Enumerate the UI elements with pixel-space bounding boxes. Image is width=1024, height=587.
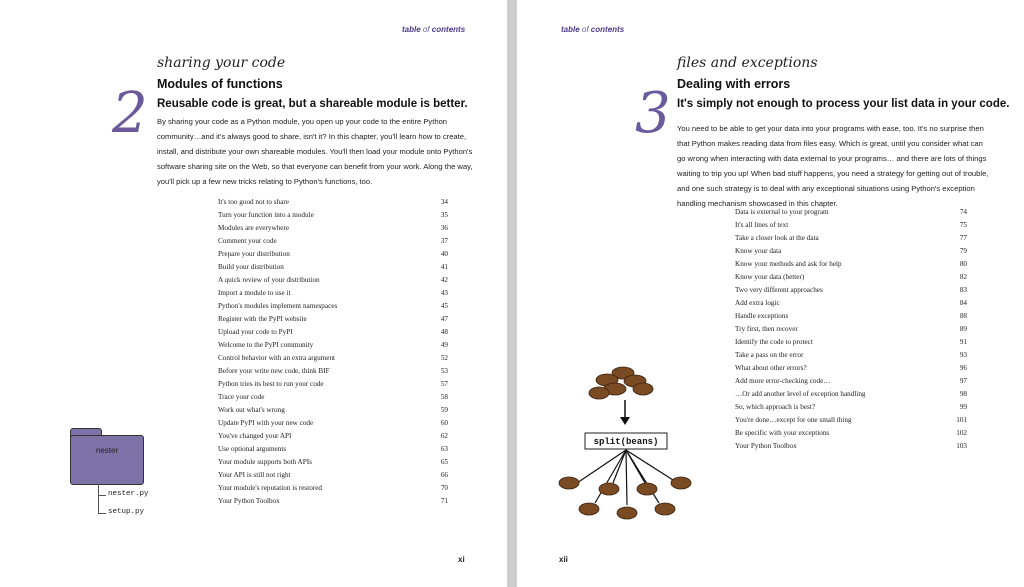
- toc-entry-title: Identify the code to protect: [735, 338, 813, 346]
- page-header: table of contents: [561, 25, 625, 34]
- toc-entry-title: Before your write new code, think BIF: [218, 367, 330, 375]
- file-item: setup.py: [108, 508, 145, 516]
- toc-entry-title: Take a closer look at the data: [735, 234, 819, 242]
- toc-entry[interactable]: [735, 297, 967, 310]
- toc-entry-page: 98: [959, 390, 967, 398]
- chapter-intro: You need to be able to get your data into your programs with ease, too. It's no surprise then that Python makes reading data from files easy. Which is great, until you consider what can go wrong when interacting with data external to your programs… and there are lots of things waiting to trip you up! When bad stuff happens, you need a strategy for getting out of trouble, and one such strategy is to deal with any exceptional situations using Python's exception handling mechanism showcased in this chapter.: [677, 124, 989, 208]
- toc-entry-page: 41: [440, 263, 448, 271]
- toc-entry-page: 83: [959, 286, 967, 294]
- toc-entry-title: It's all lines of text: [735, 221, 789, 229]
- toc-entry[interactable]: [735, 388, 967, 401]
- toc-entry-title: Prepare your distribution: [218, 250, 290, 258]
- page-gutter: [507, 0, 517, 587]
- toc-entry[interactable]: [218, 222, 448, 235]
- chapter-label: files and exceptions: [677, 55, 818, 71]
- toc-entry[interactable]: [218, 209, 448, 222]
- toc-entry[interactable]: [735, 284, 967, 297]
- toc-entry[interactable]: [218, 196, 448, 209]
- toc-entry-page: 89: [959, 325, 967, 333]
- tree-connector: [98, 484, 99, 514]
- toc-entry-title: Comment your code: [218, 237, 277, 245]
- folder-icon: [70, 428, 144, 484]
- toc-entry[interactable]: [218, 430, 448, 443]
- toc-entry-title: Take a pass on the error: [735, 351, 804, 359]
- toc-entry-title: Add extra logic: [735, 299, 780, 307]
- toc-entry-page: 35: [440, 211, 448, 219]
- toc-entry-page: 43: [440, 289, 448, 297]
- toc-entry-title: Try first, then recover: [735, 325, 798, 333]
- toc-entry[interactable]: [218, 404, 448, 417]
- toc-entry-page: 99: [959, 403, 967, 411]
- toc-entry[interactable]: [735, 271, 967, 284]
- toc-entry[interactable]: [218, 469, 448, 482]
- toc-entry[interactable]: [218, 339, 448, 352]
- toc-entry-title: Know your data: [735, 247, 782, 255]
- left-page: [0, 0, 507, 587]
- toc-entry[interactable]: [735, 323, 967, 336]
- toc-entry[interactable]: [218, 287, 448, 300]
- toc-entry-page: 93: [959, 351, 967, 359]
- toc-entry-title: Upload your code to PyPI: [218, 328, 293, 336]
- toc-entry[interactable]: [735, 349, 967, 362]
- toc-entry-title: Handle exceptions: [735, 312, 789, 320]
- toc-entry-title: Modules are everywhere: [218, 224, 290, 232]
- toc-entry-title: Your API is still not right: [218, 471, 291, 479]
- chapter-subhead: Reusable code is great, but a shareable module is better.: [157, 98, 468, 110]
- toc-entry[interactable]: [218, 261, 448, 274]
- toc-entry-page: 63: [440, 445, 448, 453]
- toc-entry[interactable]: [218, 378, 448, 391]
- tree-connector: [98, 495, 106, 496]
- toc-entry-title: A quick review of your distribution: [218, 276, 320, 284]
- beans-illustration: [555, 355, 695, 525]
- toc-entry-title: Two very different approaches: [735, 286, 823, 294]
- tree-connector: [98, 513, 106, 514]
- toc-entry-page: 52: [440, 354, 448, 362]
- toc-entry[interactable]: [218, 235, 448, 248]
- toc-entry[interactable]: [735, 414, 967, 427]
- toc-entry-title: Data is external to your program: [735, 208, 829, 216]
- toc-entry[interactable]: [218, 300, 448, 313]
- toc-entry-title: Update PyPI with your new code: [218, 419, 314, 427]
- toc-entry-page: 103: [956, 442, 967, 450]
- chapter-intro: By sharing your code as a Python module, you open up your code to the entire Python community…and it's always good to share, isn't it? In this chapter, you'll learn how to create, install, and distribute your own shareable modules. You'll then load your module onto Python's software sharing site on the Web, so that everyone can benefit from your work. Along the way, you'll pick up a few new tricks relating to Python's functions, too.: [157, 117, 473, 186]
- toc-entry-page: 88: [959, 312, 967, 320]
- toc-entry[interactable]: [218, 365, 448, 378]
- toc-entry[interactable]: [218, 456, 448, 469]
- toc-entry-title: You've changed your API: [218, 432, 292, 440]
- page-number: xi: [458, 555, 465, 564]
- toc-entry[interactable]: [218, 313, 448, 326]
- toc-entry-title: Be specific with your exceptions: [735, 429, 830, 437]
- toc-entry-title: Trace your code: [218, 393, 265, 401]
- toc-entry[interactable]: [735, 310, 967, 323]
- toc-entry[interactable]: [218, 352, 448, 365]
- toc-entry-page: 49: [440, 341, 448, 349]
- toc-entry-title: …Or add another level of exception handling: [735, 390, 866, 398]
- toc-entry-title: Your Python Toolbox: [735, 442, 797, 450]
- toc-entry[interactable]: [218, 495, 448, 508]
- toc-entry-page: 74: [959, 208, 967, 216]
- toc-entry-page: 47: [440, 315, 448, 323]
- toc-entry[interactable]: [735, 245, 967, 258]
- toc-entry-page: 42: [440, 276, 448, 284]
- page-number: xii: [559, 555, 568, 564]
- toc-entry-title: Your module's reputation is restored: [218, 484, 322, 492]
- toc-entry-page: 60: [440, 419, 448, 427]
- split-beans: [559, 477, 691, 519]
- toc-entry-page: 45: [440, 302, 448, 310]
- toc-entry-page: 91: [959, 338, 967, 346]
- toc-entry-page: 71: [440, 497, 448, 505]
- toc-entry[interactable]: [218, 248, 448, 261]
- toc-entry[interactable]: [735, 219, 967, 232]
- toc-list: [735, 206, 967, 453]
- toc-entry-page: 84: [959, 299, 967, 307]
- toc-entry[interactable]: [218, 326, 448, 339]
- toc-entry-page: 77: [959, 234, 967, 242]
- toc-entry-page: 96: [959, 364, 967, 372]
- toc-entry-page: 70: [440, 484, 448, 492]
- toc-entry-title: Register with the PyPI website: [218, 315, 307, 323]
- toc-entry-title: Welcome to the PyPI community: [218, 341, 314, 349]
- folder-label: nester: [95, 446, 119, 455]
- code-label: split(beans): [593, 437, 659, 447]
- toc-entry-page: 80: [959, 260, 967, 268]
- toc-entry-title: Your Python Toolbox: [218, 497, 280, 505]
- chapter-number: 2: [112, 81, 148, 146]
- toc-entry[interactable]: [735, 440, 967, 453]
- toc-entry-page: 75: [959, 221, 967, 229]
- toc-entry[interactable]: [735, 401, 967, 414]
- toc-entry[interactable]: [735, 427, 967, 440]
- toc-entry-title: Python tries its best to run your code: [218, 380, 324, 388]
- toc-entry-page: 37: [440, 237, 448, 245]
- toc-entry-title: Use optional arguments: [218, 445, 287, 453]
- toc-entry[interactable]: [735, 375, 967, 388]
- toc-entry-page: 79: [959, 247, 967, 255]
- right-page: [517, 0, 1024, 587]
- toc-entry-title: What about other errors?: [735, 364, 807, 372]
- toc-entry-page: 53: [440, 367, 448, 375]
- toc-entry[interactable]: [218, 443, 448, 456]
- chapter-title: Dealing with errors: [677, 77, 791, 91]
- toc-entry-page: 66: [440, 471, 448, 479]
- toc-entry-title: You're done…except for one small thing: [735, 416, 852, 424]
- toc-entry-title: Import a module to use it: [218, 289, 291, 297]
- toc-entry[interactable]: [218, 482, 448, 495]
- toc-entry-title: Know your data (better): [735, 273, 805, 281]
- toc-entry-page: 82: [959, 273, 967, 281]
- toc-entry-page: 36: [440, 224, 448, 232]
- toc-entry[interactable]: [735, 362, 967, 375]
- toc-entry-title: Add more error-checking code…: [735, 377, 831, 385]
- chapter-subhead: It's simply not enough to process your list data in your code.: [677, 98, 1010, 110]
- file-item: nester.py: [108, 490, 149, 498]
- toc-entry[interactable]: [735, 206, 967, 219]
- toc-list: [218, 196, 448, 508]
- toc-entry-page: 101: [956, 416, 967, 424]
- toc-entry[interactable]: [735, 232, 967, 245]
- chapter-label: sharing your code: [157, 55, 286, 71]
- toc-entry-page: 57: [440, 380, 448, 388]
- chapter-title: Modules of functions: [157, 77, 283, 91]
- toc-entry-title: It's too good not to share: [218, 198, 289, 206]
- toc-entry-title: So, which approach is best?: [735, 403, 816, 411]
- toc-entry-page: 58: [440, 393, 448, 401]
- page-header: table of contents: [402, 25, 466, 34]
- toc-entry-title: Turn your function into a module: [218, 211, 314, 219]
- toc-entry[interactable]: [218, 391, 448, 404]
- toc-entry-title: Control behavior with an extra argument: [218, 354, 336, 362]
- toc-entry[interactable]: [735, 258, 967, 271]
- toc-entry-page: 34: [440, 198, 448, 206]
- toc-entry-title: Your module supports both APIs: [218, 458, 312, 466]
- toc-entry-page: 48: [440, 328, 448, 336]
- toc-entry[interactable]: [218, 274, 448, 287]
- toc-entry-page: 102: [956, 429, 967, 437]
- bean-pile: [589, 367, 653, 399]
- toc-entry-page: 59: [440, 406, 448, 414]
- toc-entry-page: 97: [959, 377, 967, 385]
- chapter-number: 3: [635, 81, 671, 146]
- toc-entry-title: Python's modules implement namespaces: [218, 302, 338, 310]
- toc-entry-title: Work out what's wrong: [218, 406, 285, 414]
- toc-entry[interactable]: [735, 336, 967, 349]
- toc-entry[interactable]: [218, 417, 448, 430]
- toc-entry-page: 40: [440, 250, 448, 258]
- toc-entry-title: Build your distribution: [218, 263, 284, 271]
- toc-entry-page: 65: [440, 458, 448, 466]
- toc-entry-page: 62: [440, 432, 448, 440]
- toc-entry-title: Know your methods and ask for help: [735, 260, 842, 268]
